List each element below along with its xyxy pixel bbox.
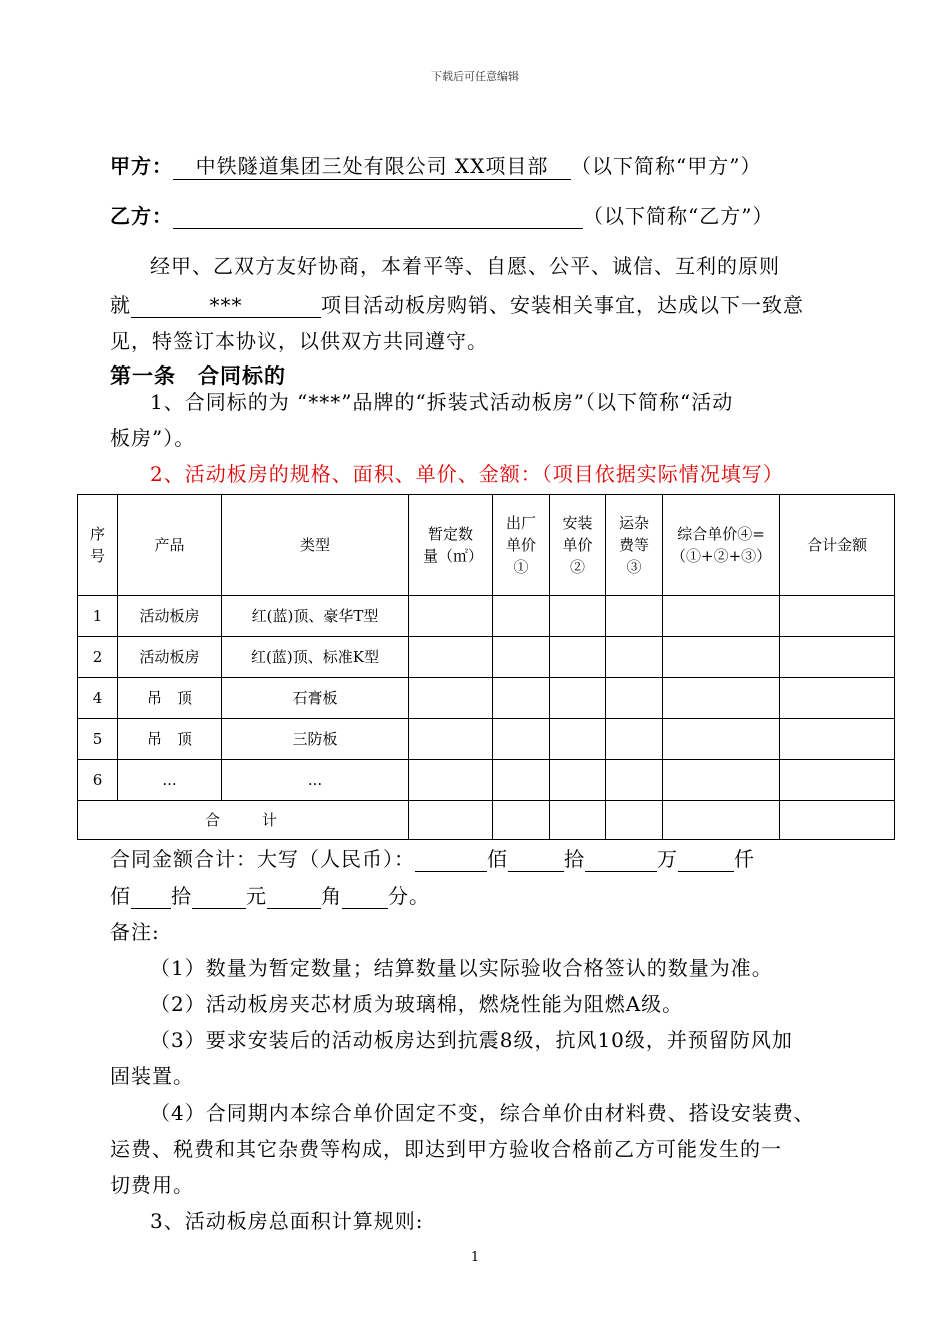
amount-unit: 拾	[171, 884, 192, 908]
amount-line-2	[110, 880, 430, 909]
total-cell	[663, 801, 780, 840]
header-freight: 运杂费等③	[606, 495, 663, 596]
intro-project-blank: ***	[131, 293, 321, 318]
table-row	[78, 719, 895, 760]
amount-label: 合同金额合计：大写（人民币）：	[110, 847, 415, 871]
row-cell	[780, 760, 895, 801]
amount-unit: 佰	[110, 884, 131, 908]
row-product: 活动板房	[118, 637, 222, 678]
row-product: 活动板房	[118, 596, 222, 637]
article-1-item-2: 2、活动板房的规格、面积、单价、金额：（项目依据实际情况填写）	[150, 462, 784, 486]
note-4-line-3: 切费用。	[110, 1173, 194, 1197]
note-3-line-2: 固装置。	[110, 1064, 194, 1088]
row-cell	[409, 637, 493, 678]
amount-unit: 万	[657, 847, 678, 871]
article-1-title: 第一条 合同标的	[110, 363, 286, 388]
total-cell	[606, 801, 663, 840]
row-product: 吊 顶	[118, 719, 222, 760]
total-cell	[493, 801, 550, 840]
row-cell	[663, 596, 780, 637]
party-b-line	[110, 200, 773, 229]
row-cell	[550, 596, 606, 637]
table-row	[78, 760, 895, 801]
amount-unit: 元	[246, 884, 267, 908]
intro-line-1: 经甲、乙双方友好协商，本着平等、自愿、公平、诚信、互利的原则	[150, 254, 780, 278]
table-row	[78, 596, 895, 637]
row-cell	[550, 637, 606, 678]
intro-prefix: 就	[110, 293, 131, 317]
price-table	[77, 494, 895, 840]
item-3: 3、活动板房总面积计算规则:	[150, 1209, 424, 1233]
row-product: 吊 顶	[118, 678, 222, 719]
row-type: ...	[222, 760, 409, 801]
party-a-suffix: （以下简称“甲方”）	[571, 154, 762, 178]
amount-unit: 分。	[388, 884, 430, 908]
row-cell	[606, 596, 663, 637]
header-qty: 暂定数量（㎡）	[409, 495, 493, 596]
row-cell	[663, 678, 780, 719]
amount-unit: 佰	[487, 847, 508, 871]
row-cell	[409, 760, 493, 801]
row-cell	[780, 637, 895, 678]
row-type: 红(蓝)顶、豪华T型	[222, 596, 409, 637]
party-a-line	[110, 150, 761, 180]
row-no: 1	[78, 596, 118, 637]
row-cell	[409, 678, 493, 719]
row-cell	[780, 719, 895, 760]
note-1: （1）数量为暂定数量；结算数量以实际验收合格签认的数量为准。	[150, 956, 773, 980]
note-4-line-1: （4）合同期内本综合单价固定不变，综合单价由材料费、搭设安装费、	[150, 1101, 815, 1125]
row-cell	[780, 596, 895, 637]
header-unit-price: 综合单价④=（①+②+③）	[663, 495, 780, 596]
table-row	[78, 678, 895, 719]
amount-line-1	[110, 843, 755, 872]
row-cell	[663, 719, 780, 760]
intro-line-2	[110, 289, 804, 318]
row-cell	[663, 637, 780, 678]
row-cell	[550, 678, 606, 719]
row-cell	[550, 760, 606, 801]
row-cell	[493, 596, 550, 637]
intro-line-2-rest: 项目活动板房购销、安装相关事宜，达成以下一致意	[321, 293, 804, 317]
party-b-label: 乙方：	[110, 204, 173, 228]
row-no: 4	[78, 678, 118, 719]
amount-unit: 角	[321, 884, 342, 908]
row-cell	[606, 637, 663, 678]
row-type: 三防板	[222, 719, 409, 760]
table-total-row	[78, 801, 895, 840]
row-cell	[493, 637, 550, 678]
amount-unit: 仟	[734, 847, 755, 871]
note-3-line-1: （3）要求安装后的活动板房达到抗震8级，抗风10级，并预留防风加	[150, 1028, 793, 1052]
row-type: 红(蓝)顶、标准K型	[222, 637, 409, 678]
page-number: 1	[470, 1250, 480, 1265]
header-product: 产品	[118, 495, 222, 596]
row-cell	[606, 760, 663, 801]
amount-unit: 拾	[564, 847, 585, 871]
row-cell	[493, 760, 550, 801]
row-cell	[493, 719, 550, 760]
article-1-item-1-line-1: 1、合同标的为 “***”品牌的“拆装式活动板房”（以下简称“活动	[150, 390, 734, 414]
total-label: 合 计	[78, 801, 409, 840]
note-2: （2）活动板房夹芯材质为玻璃棉，燃烧性能为阻燃A级。	[150, 992, 684, 1016]
row-cell	[409, 596, 493, 637]
notes-title: 备注:	[110, 920, 160, 944]
header-install-price: 安装单价②	[550, 495, 606, 596]
party-b-name-blank	[173, 206, 583, 229]
row-cell	[606, 678, 663, 719]
table-header-row	[78, 495, 895, 596]
party-a-label: 甲方：	[110, 154, 173, 178]
header-factory-price: 出厂单价①	[493, 495, 550, 596]
header-type: 类型	[222, 495, 409, 596]
row-cell	[663, 760, 780, 801]
row-type: 石膏板	[222, 678, 409, 719]
table-row	[78, 637, 895, 678]
row-cell	[409, 719, 493, 760]
total-cell	[550, 801, 606, 840]
header-note: 下载后可任意编辑	[431, 70, 519, 83]
intro-line-3: 见，特签订本协议，以供双方共同遵守。	[110, 329, 488, 353]
row-cell	[780, 678, 895, 719]
row-no: 6	[78, 760, 118, 801]
row-cell	[606, 719, 663, 760]
row-no: 2	[78, 637, 118, 678]
total-cell	[780, 801, 895, 840]
row-cell	[493, 678, 550, 719]
party-a-name: 中铁隧道集团三处有限公司 XX项目部	[173, 150, 571, 180]
header-total-amount: 合计金额	[780, 495, 895, 596]
total-cell	[409, 801, 493, 840]
article-1-item-1-line-2: 板房”）。	[110, 426, 196, 450]
note-4-line-2: 运费、税费和其它杂费等构成，即达到甲方验收合格前乙方可能发生的一	[110, 1137, 782, 1161]
header-no: 序号	[78, 495, 118, 596]
row-product: ...	[118, 760, 222, 801]
row-no: 5	[78, 719, 118, 760]
party-b-suffix: （以下简称“乙方”）	[583, 204, 774, 228]
row-cell	[550, 719, 606, 760]
